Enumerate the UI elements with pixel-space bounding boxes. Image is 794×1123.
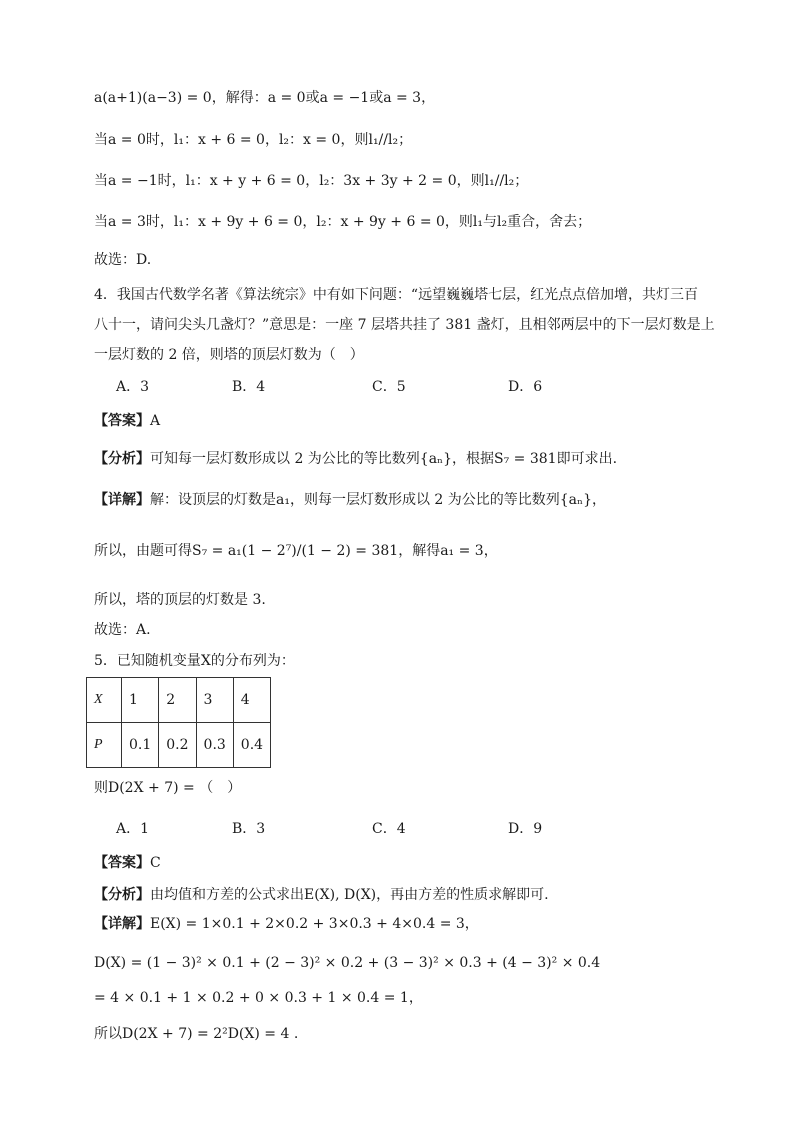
q5-detail-2: D(X) = (1 − 3)² × 0.1 + (2 − 3)² × 0.2 + (3 − 3)² × 0.3 + (4 − 3)² × 0.4 — [94, 955, 601, 971]
table-cell: 3 — [196, 678, 233, 723]
q5-detail-1 — [94, 914, 479, 934]
table-cell: P — [87, 723, 122, 768]
solution-line-4: 当a = 3时，l₁：x + 9y + 6 = 0，l₂：x + 9y + 6 = 0，则l₁与l₂重合，舍去； — [94, 214, 592, 230]
q4-detail-4: 故选：A. — [94, 622, 151, 638]
q5-option-a: A．1 — [116, 821, 150, 837]
table-row — [87, 723, 271, 768]
answer-tag: 【答案】 — [94, 413, 150, 429]
q4-option-a: A．3 — [116, 379, 150, 395]
q5-question: 则D(2X + 7) = （ ） — [94, 780, 242, 796]
q4-stem-line-3: 一层灯数的 2 倍，则塔的顶层灯数为（ ） — [94, 347, 364, 363]
analysis-text: 由均值和方差的公式求出E(X), D(X)，再由方差的性质求解即可. — [150, 887, 549, 903]
answer-value: C — [150, 855, 161, 871]
q5-answer — [94, 853, 161, 873]
distribution-table — [86, 677, 271, 768]
detail-text: E(X) = 1×0.1 + 2×0.2 + 3×0.3 + 4×0.4 = 3， — [150, 916, 479, 932]
solution-line-5: 故选：D. — [94, 252, 152, 268]
detail-text: 解：设顶层的灯数是a₁，则每一层灯数形成以 2 为公比的等比数列{aₙ}， — [150, 492, 606, 508]
q5-option-c: C．4 — [372, 821, 406, 837]
q4-option-b: B．4 — [232, 379, 266, 395]
q4-option-c: C．5 — [372, 379, 406, 395]
q4-detail-3: 所以，塔的顶层的灯数是 3. — [94, 592, 266, 608]
detail-tag: 【详解】 — [94, 492, 150, 508]
q5-detail-3: = 4 × 0.1 + 1 × 0.2 + 0 × 0.3 + 1 × 0.4 = 1， — [94, 990, 423, 1006]
q4-detail-2: 所以，由题可得S₇ = a₁(1 − 2⁷)/(1 − 2) = 381，解得a₁ = 3， — [94, 543, 498, 559]
analysis-text: 可知每一层灯数形成以 2 为公比的等比数列{aₙ}，根据S₇ = 381即可求出. — [150, 451, 618, 467]
analysis-tag: 【分析】 — [94, 451, 150, 467]
q5-detail-4: 所以D(2X + 7) = 2²D(X) = 4 . — [94, 1026, 299, 1042]
q4-answer — [94, 411, 160, 431]
q4-detail-1 — [94, 490, 606, 510]
q4-stem-line-1: 4．我国古代数学名著《算法统宗》中有如下问题：“远望巍巍塔七层，红光点点倍加增，共灯三百 — [94, 287, 699, 303]
q4-stem-line-2: 八十一，请问尖头几盏灯？”意思是：一座 7 层塔共挂了 381 盏灯，且相邻两层中的下一层灯数是上 — [94, 317, 715, 333]
table-row — [87, 678, 271, 723]
table-cell: 0.1 — [122, 723, 159, 768]
q5-option-b: B．3 — [232, 821, 266, 837]
table-cell: 0.4 — [233, 723, 270, 768]
answer-tag: 【答案】 — [94, 855, 150, 871]
solution-line-1: a(a+1)(a−3) = 0，解得：a = 0或a = −1或a = 3， — [94, 90, 436, 106]
q5-option-d: D．9 — [508, 821, 543, 837]
solution-line-2: 当a = 0时，l₁：x + 6 = 0，l₂：x = 0，则l₁//l₂； — [94, 132, 413, 148]
table-cell: 0.2 — [159, 723, 196, 768]
solution-line-3: 当a = −1时，l₁：x + y + 6 = 0，l₂：3x + 3y + 2 = 0，则l₁//l₂； — [94, 173, 529, 189]
detail-tag: 【详解】 — [94, 916, 150, 932]
q4-analysis — [94, 449, 617, 469]
q5-stem: 5．已知随机变量X的分布列为： — [94, 653, 295, 669]
table-cell: X — [87, 678, 122, 723]
table-cell: 4 — [233, 678, 270, 723]
table-cell: 1 — [122, 678, 159, 723]
answer-value: A — [150, 413, 161, 429]
q4-option-d: D．6 — [508, 379, 543, 395]
q5-analysis — [94, 885, 549, 905]
table-cell: 0.3 — [196, 723, 233, 768]
analysis-tag: 【分析】 — [94, 887, 150, 903]
table-cell: 2 — [159, 678, 196, 723]
